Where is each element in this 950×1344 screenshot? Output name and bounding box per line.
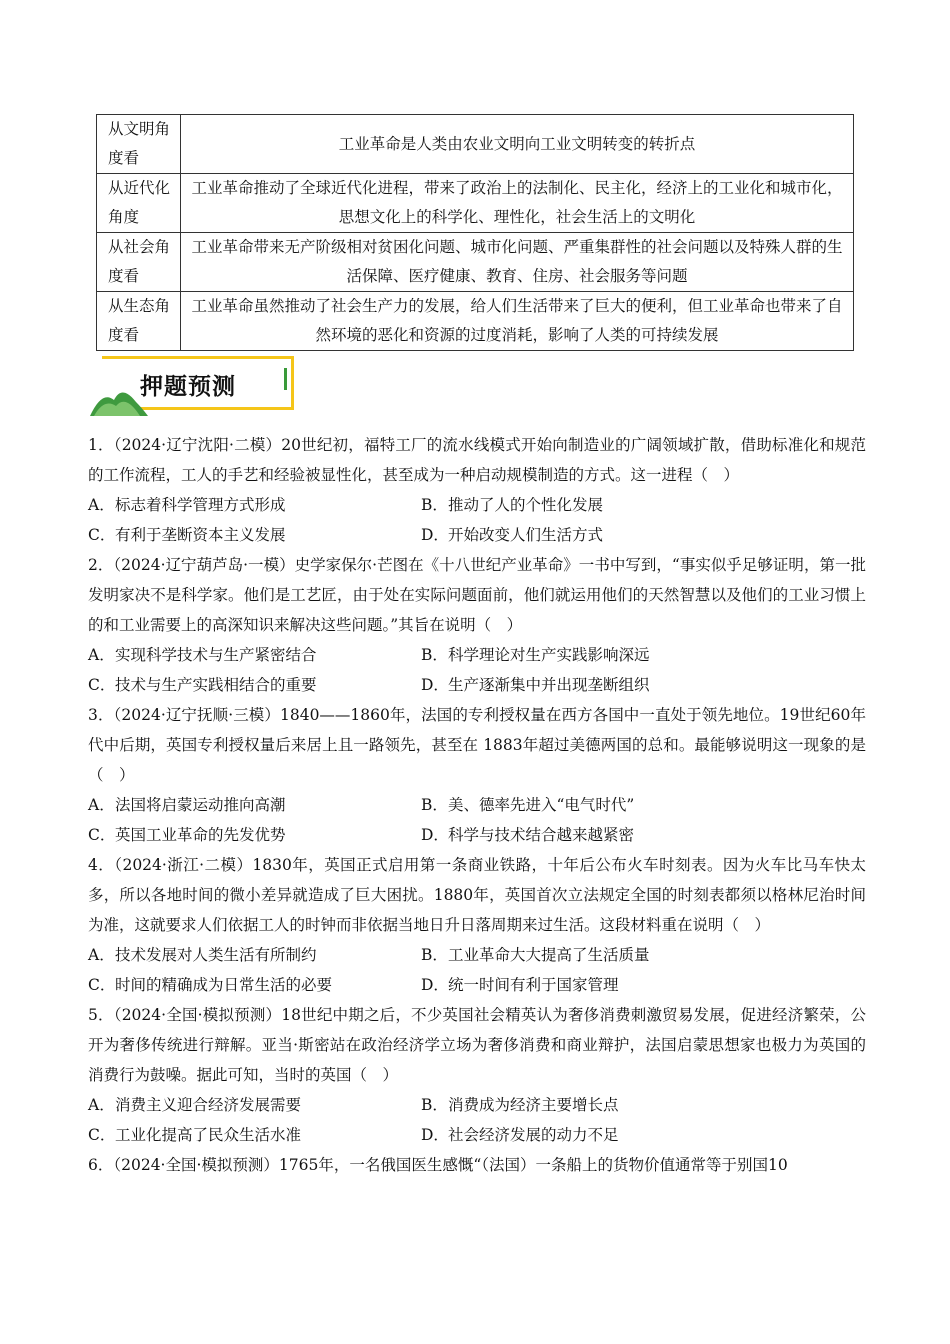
option-b[interactable]: B．科学理论对生产实践影响深远: [421, 646, 650, 664]
summary-table: [96, 114, 854, 351]
option-a[interactable]: A．技术发展对人类生活有所制约: [88, 946, 317, 964]
question-6: [88, 1150, 866, 1180]
option-c[interactable]: C．英国工业革命的先发优势: [88, 826, 286, 844]
option-b[interactable]: B．推动了人的个性化发展: [421, 496, 604, 514]
option-a[interactable]: A．实现科学技术与生产紧密结合: [88, 646, 317, 664]
option-row: [88, 520, 866, 550]
row-label: 从生态角度看: [97, 292, 181, 351]
question-stem: 4．（2024·浙江·二模）1830年，英国正式启用第一条商业铁路，十年后公布火车时刻表。因为火车比马车快太多，所以各地时间的微小差异就造成了巨大困扰。1880年，英国首次立法规定全国的时刻表都须以格林尼治时间为准，这就要求人们依据工人的时钟而非依据当地日升日落周期来过生活。这段材料重在说明（ ）: [88, 856, 866, 934]
banner-title: 押题预测: [140, 374, 236, 400]
option-row: [88, 490, 866, 520]
option-d[interactable]: D．生产逐渐集中并出现垄断组织: [421, 676, 650, 694]
option-row: [88, 1090, 866, 1120]
option-d[interactable]: D．开始改变人们生活方式: [421, 526, 604, 544]
option-d[interactable]: D．统一时间有利于国家管理: [421, 976, 619, 994]
option-row: [88, 1120, 866, 1150]
banner-accent-bar: [284, 368, 287, 390]
row-label: 从社会角度看: [97, 233, 181, 292]
question-stem: 2．（2024·辽宁葫芦岛·一模）史学家保尔·芒图在《十八世纪产业革命》一书中写到，“事实似乎足够证明，第一批发明家决不是科学家。他们是工艺匠，由于处在实际问题面前，他们就运用他们的天然智慧以及他们的工业习惯上的和工业需要上的高深知识来解决这些问题。”其旨在说明（ ）: [88, 556, 866, 634]
option-row: [88, 940, 866, 970]
question-stem: 1．（2024·辽宁沈阳·二模）20世纪初，福特工厂的流水线模式开始向制造业的广阔领域扩散，借助标准化和规范的工作流程，工人的手艺和经验被显性化，甚至成为一种启动规模制造的方式。这一进程（ ）: [88, 436, 866, 484]
option-c[interactable]: C．有利于垄断资本主义发展: [88, 526, 286, 544]
table-row: [97, 174, 854, 233]
option-d[interactable]: D．社会经济发展的动力不足: [421, 1126, 619, 1144]
option-a[interactable]: A．消费主义迎合经济发展需要: [88, 1096, 302, 1114]
question-stem: 5．（2024·全国·模拟预测）18世纪中期之后，不少英国社会精英认为奢侈消费刺激贸易发展，促进经济繁荣，公开为奢侈传统进行辩解。亚当·斯密站在政治经济学立场为奢侈消费和商业辩护，法国启蒙思想家也极力为英国的消费行为鼓噪。据此可知，当时的英国（ ）: [88, 1006, 866, 1084]
row-content: 工业革命虽然推动了社会生产力的发展，给人们生活带来了巨大的便利，但工业革命也带来了自然环境的恶化和资源的过度消耗，影响了人类的可持续发展: [181, 292, 854, 351]
question-1: [88, 430, 866, 550]
option-a[interactable]: A．标志着科学管理方式形成: [88, 496, 286, 514]
question-stem: 3．（2024·辽宁抚顺·三模）1840——1860年，法国的专利授权量在西方各国中一直处于领先地位。19世纪60年代中后期，英国专利授权量后来居上且一路领先，甚至在 1883年超过美德两国的总和。最能够说明这一现象的是（ ）: [88, 706, 866, 784]
option-a[interactable]: A．法国将启蒙运动推向高潮: [88, 796, 286, 814]
option-row: [88, 820, 866, 850]
option-c[interactable]: C．时间的精确成为日常生活的必要: [88, 976, 333, 994]
option-row: [88, 970, 866, 1000]
question-5: [88, 1000, 866, 1150]
row-content: 工业革命带来无产阶级相对贫困化问题、城市化问题、严重集群性的社会问题以及特殊人群的生活保障、医疗健康、教育、住房、社会服务等问题: [181, 233, 854, 292]
section-banner: [90, 350, 300, 416]
table-row: [97, 292, 854, 351]
option-c[interactable]: C．工业化提高了民众生活水准: [88, 1126, 302, 1144]
option-c[interactable]: C．技术与生产实践相结合的重要: [88, 676, 317, 694]
row-content: 工业革命是人类由农业文明向工业文明转变的转折点: [181, 115, 854, 174]
question-3: [88, 700, 866, 850]
table-row: [97, 115, 854, 174]
option-row: [88, 640, 866, 670]
row-content: 工业革命推动了全球近代化进程，带来了政治上的法制化、民主化，经济上的工业化和城市化，思想文化上的科学化、理性化，社会生活上的文明化: [181, 174, 854, 233]
row-label: 从文明角度看: [97, 115, 181, 174]
question-2: [88, 550, 866, 700]
option-b[interactable]: B．工业革命大大提高了生活质量: [421, 946, 650, 964]
table-row: [97, 233, 854, 292]
option-d[interactable]: D．科学与技术结合越来越紧密: [421, 826, 635, 844]
row-label: 从近代化角度: [97, 174, 181, 233]
option-b[interactable]: B．消费成为经济主要增长点: [421, 1096, 619, 1114]
option-row: [88, 670, 866, 700]
question-list: [88, 430, 866, 1180]
option-b[interactable]: B．美、德率先进入“电气时代”: [421, 796, 635, 814]
option-row: [88, 790, 866, 820]
question-4: [88, 850, 866, 1000]
question-stem: 6．（2024·全国·模拟预测）1765年，一名俄国医生感慨“（法国）一条船上的货物价值通常等于别国10: [88, 1156, 788, 1174]
